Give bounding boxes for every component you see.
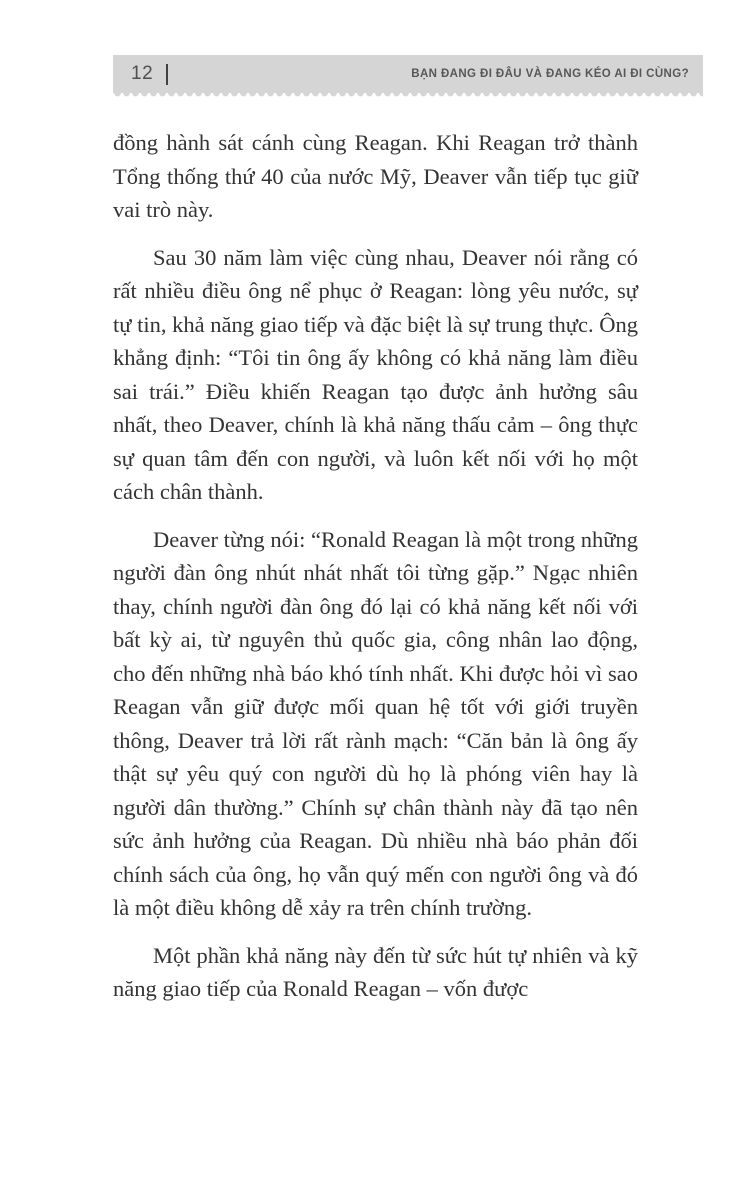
page-number-group bbox=[131, 63, 168, 85]
perforated-edge-decoration bbox=[113, 93, 703, 99]
running-header-bar bbox=[113, 55, 703, 93]
paragraph: Một phần khả năng này đến từ sức hút tự nhiên và kỹ năng giao tiếp của Ronald Reagan – vốn được bbox=[113, 942, 638, 1001]
paragraph: Sau 30 năm làm việc cùng nhau, Deaver nói rằng có rất nhiều điều ông nể phục ở Reagan: lòng yêu nước, sự tự tin, khả năng giao tiếp và đặc biệt là sự trung thực. Ông khẳng định: “Tôi tin ông ấy không có khả năng làm điều sai trái.” Điều khiến Reagan tạo được ảnh hưởng sâu nhất, theo Deaver, chính là khả năng thấu cảm – ông thực sự quan tâm đến con người, và luôn kết nối với họ một cách chân thành. bbox=[113, 244, 638, 504]
running-title: BẠN ĐANG ĐI ĐÂU VÀ ĐANG KÉO AI ĐI CÙNG? bbox=[411, 68, 689, 80]
paragraph: Deaver từng nói: “Ronald Reagan là một trong những người đàn ông nhút nhát nhất tôi từng gặp.” Ngạc nhiên thay, chính người đàn ông đó lại có khả năng kết nối với bất kỳ ai, từ nguyên thủ quốc gia, công nhân lao động, cho đến những nhà báo khó tính nhất. Khi được hỏi vì sao Reagan vẫn giữ được mối quan hệ tốt với giới truyền thông, Deaver trả lời rất rành mạch: “Căn bản là ông ấy thật sự yêu quý con người dù họ là phóng viên hay là người dân thường.” Chính sự chân thành này đã tạo nên sức ảnh hưởng của Reagan. Dù nhiều nhà báo phản đối chính sách của ông, họ vẫn quý mến con người ông và đó là một điều không dễ xảy ra trên chính trường. bbox=[113, 526, 638, 920]
page-number-divider bbox=[166, 64, 168, 85]
page-number: 12 bbox=[131, 63, 154, 84]
body-text-block bbox=[113, 126, 638, 1020]
paragraph: đồng hành sát cánh cùng Reagan. Khi Reagan trở thành Tổng thống thứ 40 của nước Mỹ, Deaver vẫn tiếp tục giữ vai trò này. bbox=[113, 130, 638, 222]
